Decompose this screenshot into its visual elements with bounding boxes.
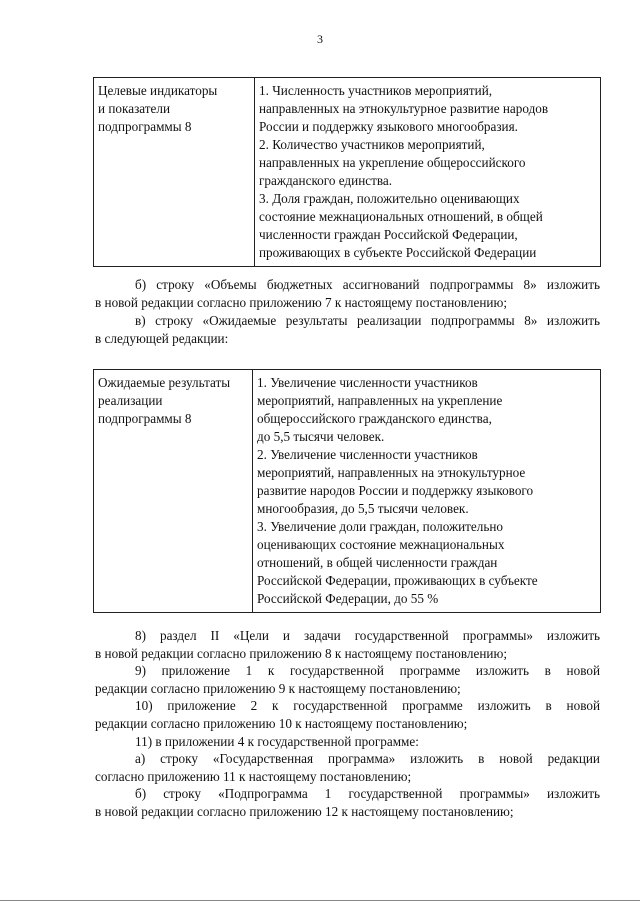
cell-text-line: многообразия, до 5,5 тысячи человек. [257, 501, 469, 516]
cell-text-line: подпрограммы 8 [98, 119, 192, 134]
cell-text-line: 3. Доля граждан, положительно оценивающих [259, 191, 520, 206]
table-row [94, 78, 601, 267]
cell-text-line: направленных на укрепление общероссийского [259, 155, 526, 170]
cell-text-line: направленных на этнокультурное развитие народов [259, 101, 549, 116]
cell-text-line: России и поддержку языкового многообразия. [259, 119, 518, 134]
cell-text-line: до 5,5 тысячи человек. [257, 429, 385, 444]
text-line: 10) приложение 2 к государственной программе изложить в новой [135, 698, 600, 714]
cell-text-line: развитие народов России и поддержку языкового [257, 483, 534, 498]
cell-text-line: численности граждан Российской Федерации, [259, 227, 518, 242]
page-number: 3 [317, 32, 323, 46]
cell-text-line: Российской Федерации, до 55 % [257, 591, 439, 606]
cell-text-line: оценивающих состояние межнациональных [257, 537, 505, 552]
table-row [94, 370, 601, 613]
cell-text-line: 2. Количество участников мероприятий, [259, 137, 485, 152]
text-line: редакции согласно приложению 10 к настоящему постановлению; [95, 715, 468, 731]
paragraph-item-b [95, 276, 600, 311]
table-label-cell [94, 78, 255, 267]
cell-text-line: и показатели [98, 101, 171, 116]
cell-text-line: гражданского единства. [259, 173, 393, 188]
text-line: б) строку «Подпрограмма 1 государственной программы» изложить [135, 786, 600, 802]
text-line: в новой редакции согласно приложению 8 к настоящему постановлению; [95, 645, 507, 661]
page-bottom-rule [0, 900, 640, 901]
cell-text-line: общероссийского гражданского единства, [257, 411, 492, 426]
cell-text-line: 1. Численность участников мероприятий, [259, 83, 493, 98]
cell-text-line: Российской Федерации, проживающих в субъекте [257, 573, 538, 588]
cell-text-line: 3. Увеличение доли граждан, положительно [257, 519, 504, 534]
text-line: а) строку «Государственная программа» изложить в новой редакции [135, 751, 600, 767]
cell-text-line: 1. Увеличение численности участников [257, 375, 478, 390]
cell-text-line: отношений, в общей численности граждан [257, 555, 498, 570]
paragraph-item-v [95, 312, 600, 347]
text-line: 8) раздел II «Цели и задачи государственной программы» изложить [135, 628, 600, 643]
cell-text-line: проживающих в субъекте Российской Федерации [259, 245, 537, 260]
cell-text-line: Ожидаемые результаты [98, 375, 231, 390]
table-content-cell [255, 78, 601, 267]
expected-results-table [93, 369, 601, 613]
text-line: б) строку «Объемы бюджетных ассигнований подпрограммы 8» изложить [135, 277, 600, 292]
text-line: в следующей редакции: [95, 330, 229, 346]
cell-text-line: Целевые индикаторы [98, 83, 218, 98]
target-indicators-table [93, 77, 601, 267]
cell-text-line: 2. Увеличение численности участников [257, 447, 478, 462]
text-line: в новой редакции согласно приложению 7 к настоящему постановлению; [95, 294, 507, 310]
cell-text-line: реализации [98, 393, 163, 408]
text-line: 11) в приложении 4 к государственной программе: [135, 733, 419, 749]
text-line: 9) приложение 1 к государственной программе изложить в новой [135, 663, 600, 679]
text-line: согласно приложению 11 к настоящему постановлению; [95, 768, 412, 784]
text-line: редакции согласно приложению 9 к настоящему постановлению; [95, 680, 461, 696]
text-line: в) строку «Ожидаемые результаты реализации подпрограммы 8» изложить [135, 313, 600, 328]
cell-text-line: мероприятий, направленных на укрепление [257, 393, 503, 408]
cell-text-line: состояние межнациональных отношений, в общей [259, 209, 543, 224]
table-content-cell [253, 370, 601, 613]
amendments-list [95, 627, 600, 821]
cell-text-line: подпрограммы 8 [98, 411, 192, 426]
text-line: в новой редакции согласно приложению 12 к настоящему постановлению; [95, 803, 514, 819]
cell-text-line: мероприятий, направленных на этнокультурное [257, 465, 526, 480]
table-label-cell [94, 370, 253, 613]
